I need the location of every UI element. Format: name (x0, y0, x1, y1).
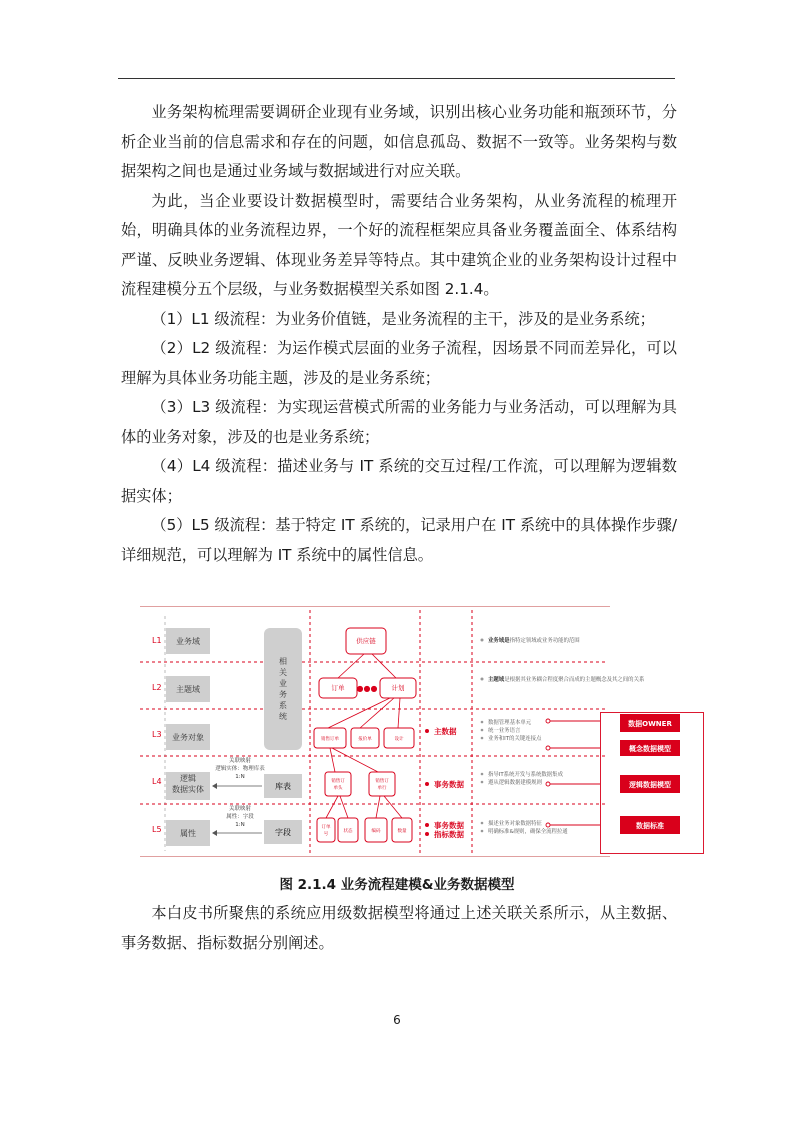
svg-text:订单: 订单 (321, 825, 331, 830)
category-metric: 指标数据 (434, 830, 464, 839)
node-quote-label: 报价单 (358, 737, 372, 742)
svg-text:单头: 单头 (333, 786, 343, 791)
desc-l3: 统一业务语言 (488, 728, 521, 734)
owner-label: 数据OWNER (628, 720, 672, 728)
paragraph-intro: 业务架构梳理需要调研企业现有业务域，识别出核心业务功能和瓶颈环节，分析企业当前的信息需求和存在的问题，如信息孤岛、数据不一致等。业务架构与数据架构之间也是通过业务域与数据域进行对应关联。 (121, 103, 677, 180)
map-l4-ratio: 1:N (235, 774, 245, 780)
svg-text:统: 统 (279, 712, 287, 721)
map-l5-ratio: 1:N (235, 822, 245, 828)
node-plan-label: 计划 (391, 684, 405, 692)
data-standard-label: 数据标准 (636, 822, 664, 830)
category-transaction-2: 事务数据 (434, 821, 464, 830)
body-text-top (121, 98, 677, 570)
node-ellipsis: ●●● (356, 684, 378, 693)
paragraph-l2: （2）L2 级流程：为运作模式层面的业务子流程，因场景不同而差异化，可以理解为具体业务功能主题，涉及的是业务系统； (121, 339, 677, 387)
desc-l1: 指特定领域或业务功能的范围 (509, 638, 580, 644)
svg-text:销售订: 销售订 (375, 779, 389, 784)
svg-text:系: 系 (279, 701, 287, 710)
desc-l4: 指导IT系统开发与系统数据集成 (488, 772, 563, 778)
level-label: L4 (152, 777, 162, 786)
node-order-label: 订单 (331, 684, 345, 692)
paragraph-l5: （5）L5 级流程：基于特定 IT 系统的，记录用户在 IT 系统中的具体操作步骤/详细规范，可以理解为 IT 系统中的属性信息。 (121, 516, 677, 564)
svg-text:务: 务 (279, 690, 287, 699)
desc-l3: 数据管理基本单元 (488, 720, 532, 726)
category-transaction: 事务数据 (434, 780, 464, 789)
map-l4-rule: 逻辑实体：物理库表 (215, 766, 265, 772)
attribute-label: 属性 (180, 829, 196, 838)
domain-label: 业务域 (176, 637, 200, 646)
map-l5-title: 关联映射 (228, 806, 252, 812)
desc-l2: 是根据其业务耦合程度聚合而成的主题概念及其之间的关系 (504, 677, 645, 683)
node-design-label: 设计 (394, 737, 404, 742)
header-rule (118, 78, 675, 79)
node-sales-order-label: 销售订单 (321, 737, 339, 742)
related-system-box (264, 628, 302, 750)
entity-label-a: 逻辑 (180, 774, 196, 783)
paragraph-approach: 为此，当企业要设计数据模型时，需要结合业务架构，从业务流程的梳理开始，明确具体的业务流程边界，一个好的流程框架应具备业务覆盖面全、体系结构严谨、反映业务逻辑、体现业务差异等特点。其中建筑企业的业务架构设计过程中流程建模分五个层级，与业务数据模型关系如图 2.1.4。 (121, 191, 677, 298)
level-label: L3 (152, 730, 162, 739)
svg-text:单行: 单行 (377, 786, 387, 791)
map-l4-title: 关联映射 (228, 758, 252, 764)
page-number: 6 (393, 1013, 401, 1027)
node-status-label: 状态 (343, 829, 353, 834)
desc-l3: 业务和IT的关键连接点 (488, 736, 542, 742)
process-model-figure (140, 606, 645, 858)
object-label: 业务对象 (172, 733, 204, 742)
desc-l5: 描述业务对象数据特征 (488, 821, 542, 827)
entity-label-b: 数据实体 (172, 785, 204, 794)
desc-l2-bold: 主题域 (488, 677, 505, 683)
desc-l1-bold: 业务域是 (488, 638, 510, 644)
level-label: L1 (152, 636, 162, 645)
node-qty-label: 数量 (397, 829, 407, 834)
body-text-bottom (121, 899, 677, 958)
concept-model-label: 概念数据模型 (629, 745, 671, 753)
svg-text:销售订: 销售订 (331, 779, 345, 784)
svg-text:业: 业 (279, 679, 287, 688)
logical-model-label: 逻辑数据模型 (629, 781, 671, 789)
node-order-head (325, 772, 351, 796)
svg-text:号: 号 (323, 832, 329, 837)
node-code-label: 编码 (371, 829, 381, 834)
figure-caption: 图 2.1.4 业务流程建模&业务数据模型 (279, 877, 515, 893)
svg-text:业务域是指特定领域或业务功能的范围 (488, 636, 580, 644)
svg-text:关: 关 (279, 668, 287, 677)
node-order-line (369, 772, 395, 796)
node-supply-label: 供应链 (356, 637, 376, 645)
paragraph-l4: （4）L4 级流程：描述业务与 IT 系统的交互过程/工作流，可以理解为逻辑数据实体； (121, 457, 677, 505)
category-master: 主数据 (434, 727, 457, 736)
svg-text:相: 相 (279, 657, 287, 666)
field-label: 字段 (275, 828, 291, 837)
table-label: 库表 (275, 782, 291, 791)
map-l5-rule: 属性：字段 (226, 814, 254, 820)
svg-text:主题域是根据其业务耦合程度聚合而成的主题概念及其之间的关系 (488, 675, 645, 683)
desc-l5: 明确标准&规则，确保全流程拉通 (488, 829, 568, 835)
level-label: L5 (152, 825, 162, 834)
paragraph-l3: （3）L3 级流程：为实现运营模式所需的业务能力与业务活动，可以理解为具体的业务对象，涉及的也是业务系统； (121, 398, 677, 446)
subject-label: 主题域 (176, 685, 200, 694)
level-label: L2 (152, 683, 162, 692)
model-panel (600, 712, 704, 854)
desc-l4: 遵从逻辑数据建模规则 (488, 780, 542, 786)
node-order-no (317, 818, 335, 842)
paragraph-closing: 本白皮书所聚焦的系统应用级数据模型将通过上述关联关系所示，从主数据、事务数据、指标数据分别阐述。 (121, 904, 677, 952)
paragraph-l1: （1）L1 级流程：为业务价值链，是业务流程的主干，涉及的是业务系统； (151, 309, 655, 328)
